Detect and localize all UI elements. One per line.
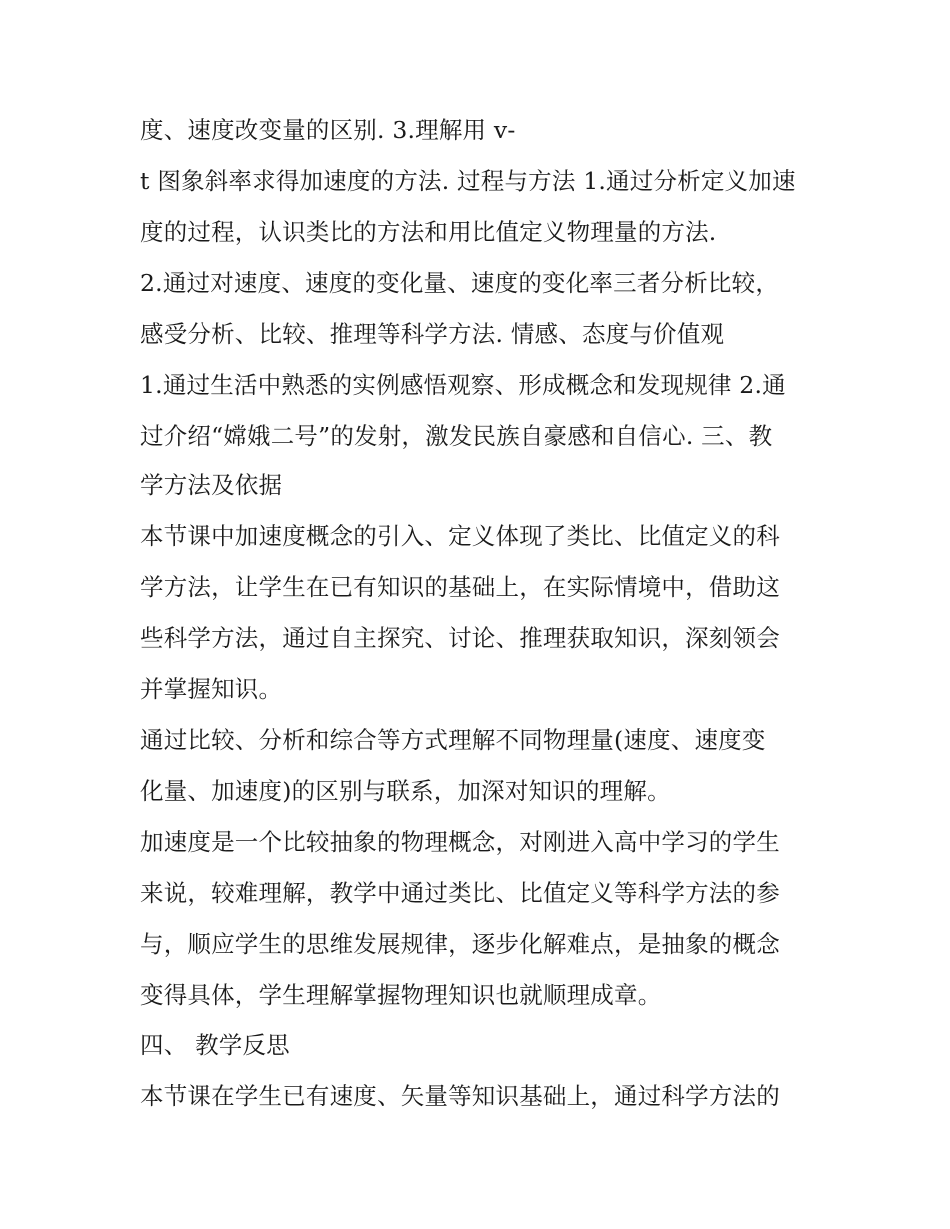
text-line: 过介绍“嫦娥二号”的发射，激发民族自豪感和自信心. 三、教 [140, 422, 773, 450]
text-line: 变得具体，学生理解掌握物理知识也就顺理成章。 [140, 981, 662, 1009]
text-line: 加速度是一个比较抽象的物理概念，对刚进入高中学习的学生 [140, 828, 780, 856]
text-line: 度、速度改变量的区别. 3.理解用 v- [140, 116, 516, 144]
text-line: 本节课中加速度概念的引入、定义体现了类比、比值定义的科 [140, 522, 780, 550]
text-line: 些科学方法，通过自主探究、讨论、推理获取知识，深刻领会 [140, 624, 780, 652]
text-line: 来说，较难理解，教学中通过类比、比值定义等科学方法的参 [140, 879, 780, 907]
text-line: 本节课在学生已有速度、矢量等知识基础上，通过科学方法的 [140, 1082, 780, 1110]
section-heading: 学方法及依据 [140, 471, 283, 499]
text-line: 并掌握知识。 [140, 675, 283, 703]
text-line: 与，顺应学生的思维发展规律，逐步化解难点，是抽象的概念 [140, 930, 780, 958]
text-line: 化量、加速度)的区别与联系，加深对知识的理解。 [140, 777, 671, 805]
text-line: 1.通过生活中熟悉的实例感悟观察、形成概念和发现规律 2.通 [140, 371, 786, 399]
section-heading: 四、 教学反思 [140, 1031, 290, 1059]
text-line: 2.通过对速度、速度的变化量、速度的变化率三者分析比较， [140, 269, 780, 297]
text-line: 感受分析、比较、推理等科学方法. 情感、态度与价值观 [140, 320, 725, 348]
text-line: 通过比较、分析和综合等方式理解不同物理量(速度、速度变 [140, 726, 766, 754]
text-line: 学方法，让学生在已有知识的基础上，在实际情境中，借助这 [140, 573, 780, 601]
text-line: t 图象斜率求得加速度的方法. 过程与方法 1.通过分析定义加速 [140, 167, 796, 195]
text-line: 度的过程，认识类比的方法和用比值定义物理量的方法. [140, 218, 717, 246]
